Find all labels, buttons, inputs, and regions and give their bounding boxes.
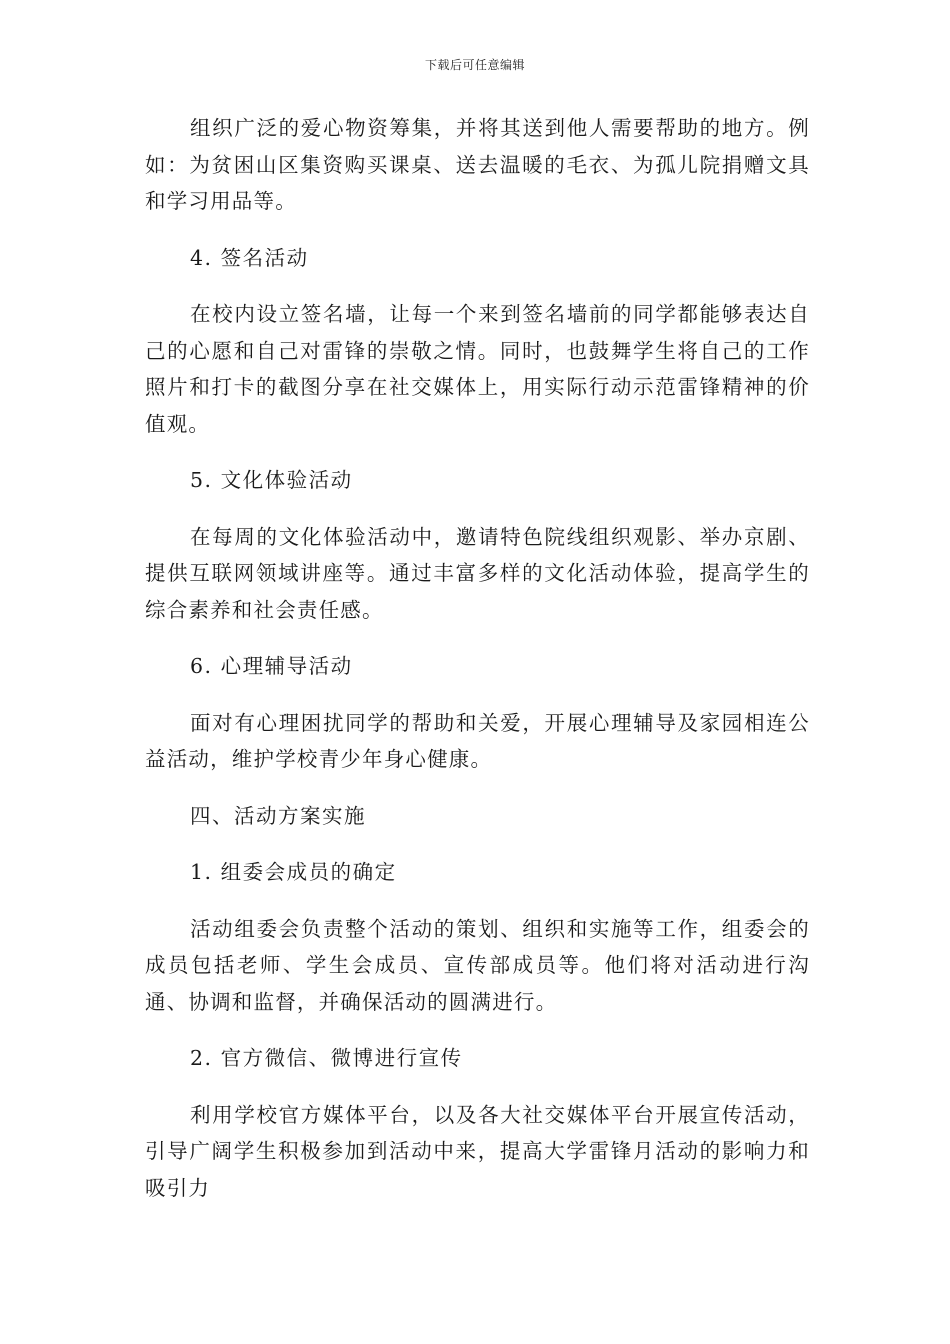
heading-counseling-activity: 6. 心理辅导活动 xyxy=(190,654,353,678)
document-body xyxy=(145,110,810,1206)
paragraph-committee: 活动组委会负责整个活动的策划、组织和实施等工作，组委会的成员包括老师、学生会成员、宣传部成员等。他们将对活动进行沟通、协调和监督，并确保活动的圆满进行。 xyxy=(145,916,810,1014)
paragraph-culture: 在每周的文化体验活动中，邀请特色院线组织观影、举办京剧、提供互联网领域讲座等。通过丰富多样的文化活动体验，提高学生的综合素养和社会责任感。 xyxy=(145,524,810,622)
heading-publicity: 2. 官方微信、微博进行宣传 xyxy=(190,1046,463,1070)
heading-committee: 1. 组委会成员的确定 xyxy=(190,860,397,884)
heading-culture-activity: 5. 文化体验活动 xyxy=(190,468,353,492)
paragraph-publicity: 利用学校官方媒体平台，以及各大社交媒体平台开展宣传活动，引导广阔学生积极参加到活动中来，提高大学雷锋月活动的影响力和吸引力 xyxy=(145,1102,810,1200)
heading-section-implementation: 四、活动方案实施 xyxy=(190,803,366,828)
paragraph-signature-wall: 在校内设立签名墙，让每一个来到签名墙前的同学都能够表达自己的心愿和自己对雷锋的崇敬之情。同时，也鼓舞学生将自己的工作照片和打卡的截图分享在社交媒体上，用实际行动示范雷锋精神的价值观。 xyxy=(145,302,810,436)
paragraph-counseling: 面对有心理困扰同学的帮助和关爱，开展心理辅导及家园相连公益活动，维护学校青少年身心健康。 xyxy=(145,710,810,771)
page-header: 下载后可任意编辑 xyxy=(424,58,525,72)
paragraph-donation: 组织广泛的爱心物资筹集，并将其送到他人需要帮助的地方。例如：为贫困山区集资购买课桌、送去温暖的毛衣、为孤儿院捐赠文具和学习用品等。 xyxy=(145,116,810,213)
heading-signature-activity: 4. 签名活动 xyxy=(190,245,309,270)
